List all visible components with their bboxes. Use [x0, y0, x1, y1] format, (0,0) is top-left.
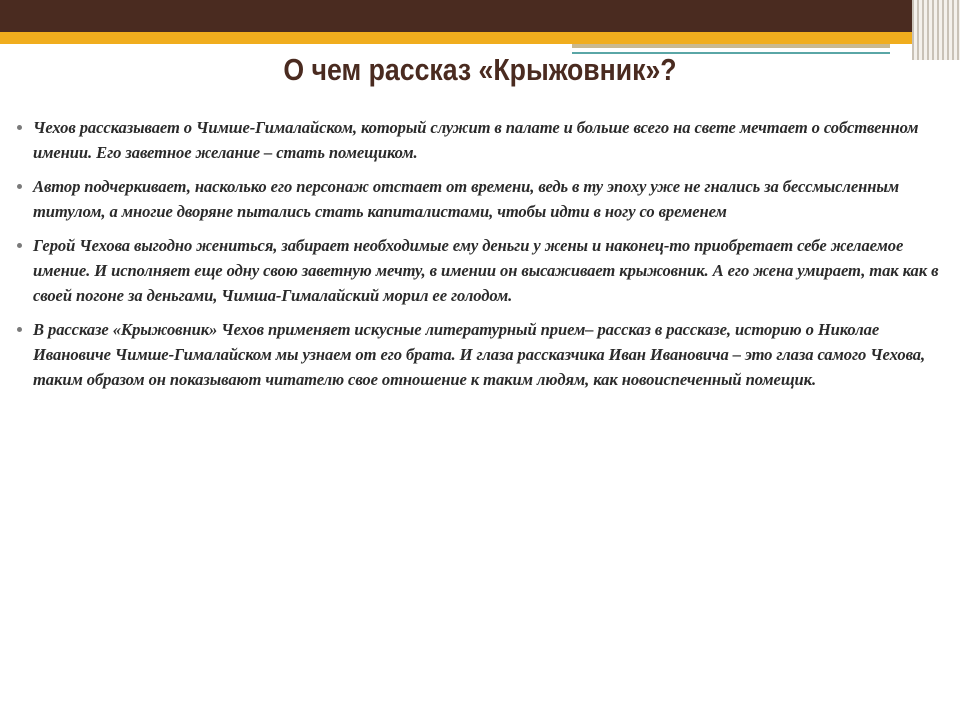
bullet-dot-icon [17, 243, 22, 248]
bullet-dot-icon [17, 184, 22, 189]
bullet-list [14, 115, 944, 401]
bullet-dot-icon [17, 125, 22, 130]
bullet-dot-icon [17, 327, 22, 332]
bullet-text: Автор подчеркивает, насколько его персонаж отстает от времени, ведь в ту эпоху уже не гнались за бессмысленным титулом, а многие дворяне пытались стать капиталистами, чтобы идти в ногу со временем [33, 177, 900, 221]
bullet-item [14, 174, 944, 224]
decorative-stripes [912, 0, 960, 60]
bullet-item [14, 233, 944, 308]
bullet-text: Чехов рассказывает о Чимше-Гималайском, который служит в палате и больше всего на свете мечтает о собственном имении. Его заветное желание – стать помещиком. [33, 118, 919, 162]
bullet-item [14, 115, 944, 165]
slide-title: О чем рассказ «Крыжовник»? [283, 52, 677, 87]
bullet-text: В рассказе «Крыжовник» Чехов применяет искусные литературный прием– рассказ в рассказе, историю о Николае Ивановиче Чимше-Гималайском мы узнаем от его брата. И глаза рассказчика Иван Ивановича – это глаза самого Чехова, таким образом он показывают читателю свое отношение к таким людям, как новоиспеченный помещик. [33, 320, 926, 389]
header-accent-bar [0, 32, 960, 44]
header-bar [0, 0, 960, 32]
title-accent-rule [572, 44, 890, 48]
bullet-text: Герой Чехова выгодно жениться, забирает необходимые ему деньги у жены и наконец-то приобретает себе желаемое имение. И исполняет еще одну свою заветную мечту, в имении он высаживает крыжовник. А его жена умирает, так как в своей погоне за деньгами, Чимша-Гималайский морил ее голодом. [33, 236, 939, 305]
bullet-item [14, 317, 944, 392]
